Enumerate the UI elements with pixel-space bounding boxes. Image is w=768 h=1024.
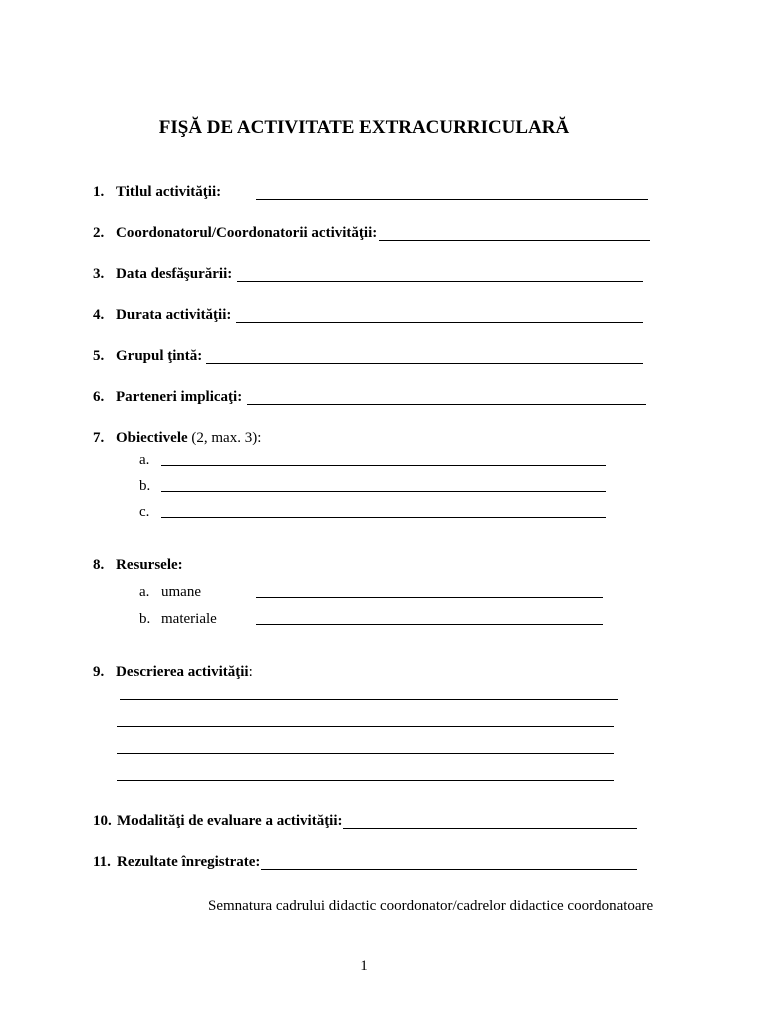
item-label: Titlul activităţii: — [116, 184, 222, 200]
item-label: Data desfăşurării: — [116, 266, 233, 282]
description-line[interactable] — [117, 753, 614, 754]
item-label: Coordonatorul/Coordonatorii activităţii: — [116, 225, 378, 241]
item-number: 4. — [93, 307, 105, 323]
form-item-durata — [0, 304, 768, 326]
form-item-rezultate — [0, 851, 768, 873]
fill-line[interactable] — [379, 240, 650, 241]
description-line[interactable] — [117, 780, 614, 781]
fill-line[interactable] — [343, 828, 637, 829]
sub-item-letter: b. — [139, 478, 151, 494]
form-item-evaluare — [0, 810, 768, 832]
item-number: 2. — [93, 225, 105, 241]
fill-line[interactable] — [236, 322, 643, 323]
document-title: FIŞĂ DE ACTIVITATE EXTRACURRICULARĂ — [158, 117, 570, 138]
sub-item-obiectiv-c — [0, 501, 768, 523]
item-number: 7. — [93, 430, 105, 446]
description-line[interactable] — [120, 699, 618, 700]
item-label: Rezultate înregistrate: — [117, 854, 261, 870]
item-label: Parteneri implicaţi: — [116, 389, 243, 405]
item-number: 11. — [93, 854, 111, 870]
item-label: Grupul ţintă: — [116, 348, 203, 364]
fill-line[interactable] — [256, 597, 603, 598]
sub-item-letter: c. — [139, 504, 150, 520]
fill-line[interactable] — [161, 465, 606, 466]
item-number: 3. — [93, 266, 105, 282]
fill-line[interactable] — [247, 404, 646, 405]
sub-item-text: materiale — [161, 611, 217, 627]
item-number: 5. — [93, 348, 105, 364]
form-item-titlul — [0, 181, 768, 203]
item-label: Durata activităţii: — [116, 307, 232, 323]
item-label-note: (2, max. 3): — [191, 430, 262, 446]
sub-item-text: umane — [161, 584, 201, 600]
fill-line[interactable] — [256, 624, 603, 625]
fill-line[interactable] — [237, 281, 643, 282]
form-item-parteneri — [0, 386, 768, 408]
item-label: Modalităţi de evaluare a activităţii: — [117, 813, 343, 829]
description-line[interactable] — [117, 726, 614, 727]
item-label — [116, 661, 253, 683]
item-number: 6. — [93, 389, 105, 405]
item-label-note: : — [248, 664, 253, 680]
sub-item-resurse-umane — [0, 581, 768, 603]
item-number: 8. — [93, 557, 105, 573]
signature-caption: Semnatura cadrului didactic coordonator/cadrelor didactice coordonatoare — [208, 898, 654, 914]
fill-line[interactable] — [161, 491, 606, 492]
item-label-text: Descrierea activităţii — [116, 664, 249, 680]
form-item-coordonatori — [0, 222, 768, 244]
page-number: 1 — [360, 958, 368, 974]
sub-item-resurse-materiale — [0, 608, 768, 630]
sub-item-letter: a. — [139, 452, 150, 468]
fill-line[interactable] — [161, 517, 606, 518]
item-number: 9. — [93, 664, 105, 680]
item-number: 1. — [93, 184, 105, 200]
sub-item-obiectiv-a — [0, 449, 768, 471]
sub-item-letter: a. — [139, 584, 150, 600]
form-item-resurse — [0, 554, 768, 576]
sub-item-letter: b. — [139, 611, 151, 627]
item-label: Resursele: — [116, 557, 183, 573]
form-item-obiective — [0, 427, 768, 449]
form-item-grup-tinta — [0, 345, 768, 367]
item-label-text: Obiectivele — [116, 430, 188, 446]
item-number: 10. — [93, 813, 112, 829]
sub-item-obiectiv-b — [0, 475, 768, 497]
fill-line[interactable] — [206, 363, 643, 364]
form-item-descriere — [0, 661, 768, 683]
fill-line[interactable] — [261, 869, 637, 870]
form-item-data — [0, 263, 768, 285]
item-label — [116, 427, 261, 449]
fill-line[interactable] — [256, 199, 648, 200]
